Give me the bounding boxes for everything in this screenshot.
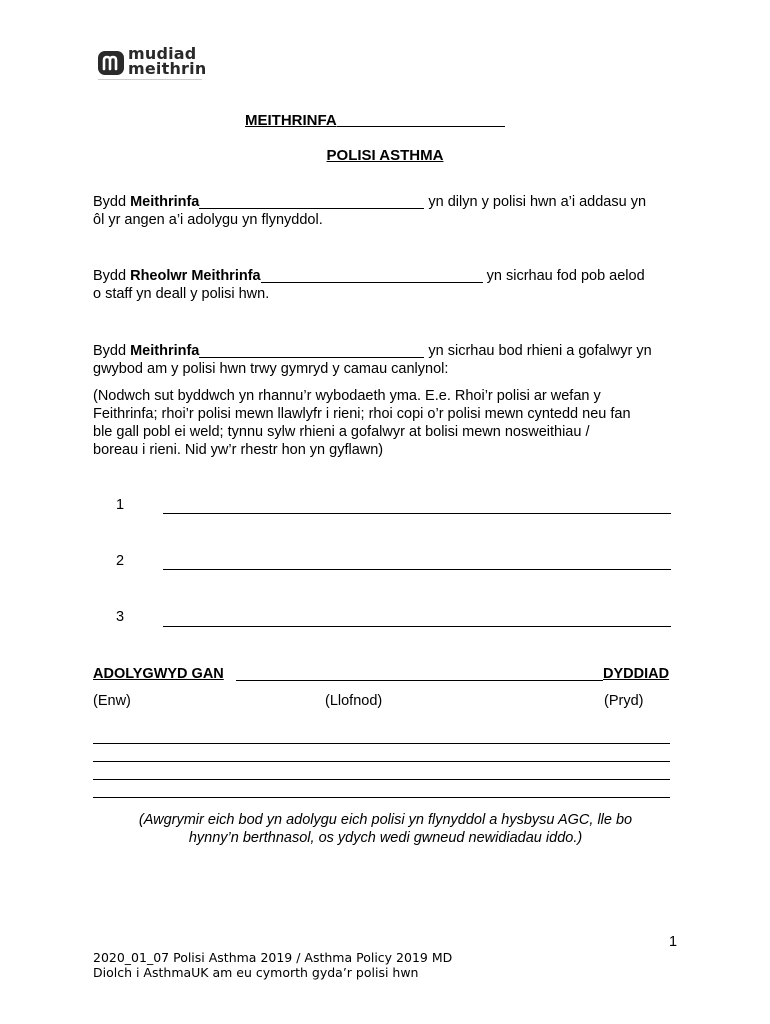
instructions-text <box>93 387 679 459</box>
mudiad-meithrin-logo <box>98 46 218 82</box>
instructions-line1: (Nodwch sut byddwch yn rhannu’r wybodaeth yma. E.e. Rhoi’r polisi ar wefan y <box>93 388 601 404</box>
step-number-1: 1 <box>116 497 125 513</box>
para1-line2: ôl yr angen a’i adolygu yn flynyddol. <box>93 212 323 228</box>
instructions-line2: Feithrinfa; rhoi’r polisi mewn llawlyfr i rieni; rhoi copi o’r polisi mewn cyntedd neu fan <box>93 406 631 422</box>
page-number: 1 <box>669 934 678 950</box>
logo-mark-icon <box>98 51 124 75</box>
meithrinfa-title-text: MEITHRINFA <box>245 112 337 129</box>
para1-prefix: Bydd <box>93 194 131 210</box>
footer-line1: 2020_01_07 Polisi Asthma 2019 / Asthma Policy 2019 MD <box>93 950 453 965</box>
instructions-line3: ble gall pobl ei weld; tynnu sylw rhieni a gofalwyr at bolisi mewn nosweithiau / <box>93 424 590 440</box>
para2-line2: o staff yn deall y polisi hwn. <box>93 286 270 302</box>
step-3-line[interactable] <box>163 626 671 627</box>
para1-after: yn dilyn y polisi hwn a’i addasu yn <box>424 194 647 210</box>
logo-underline <box>98 79 202 80</box>
reviewed-by-label: ADOLYGWYD GAN <box>93 666 224 682</box>
para1-bold: Meithrinfa <box>130 194 200 210</box>
logo-text-line2: meithrin <box>128 59 207 78</box>
step-number-2: 2 <box>116 553 125 569</box>
name-label: (Enw) <box>93 693 131 709</box>
para2-bold: Rheolwr Meithrinfa <box>130 268 261 284</box>
review-line-2[interactable] <box>93 761 670 762</box>
reviewed-by-underline <box>236 680 603 681</box>
time-label: (Pryd) <box>604 693 644 709</box>
para2-blank[interactable] <box>261 268 483 283</box>
review-line-3[interactable] <box>93 779 670 780</box>
logo-text-line1: mudiad <box>128 44 197 63</box>
paragraph-2 <box>93 267 679 303</box>
review-note <box>93 811 678 847</box>
step-2-line[interactable] <box>163 569 671 570</box>
para1-blank[interactable] <box>199 194 424 209</box>
review-note-line1: (Awgrymir eich bod yn adolygu eich polisi yn flynyddol a hysbysu AGC, lle bo <box>138 812 633 828</box>
review-line-4[interactable] <box>93 797 670 798</box>
para3-bold: Meithrinfa <box>130 343 200 359</box>
step-number-3: 3 <box>116 609 125 625</box>
meithrinfa-name-blank[interactable] <box>337 111 505 127</box>
footer <box>93 950 452 980</box>
instructions-line4: boreau i rieni. Nid yw’r rhestr hon yn gyflawn) <box>93 442 384 458</box>
para3-blank[interactable] <box>199 343 424 358</box>
policy-title: POLISI ASTHMA <box>326 147 444 164</box>
para2-after: yn sicrhau fod pob aelod <box>482 268 645 284</box>
para3-line2: gwybod am y polisi hwn trwy gymryd y camau canlynol: <box>93 361 449 377</box>
paragraph-1 <box>93 193 679 229</box>
review-line-1[interactable] <box>93 743 670 744</box>
review-note-line2: hynny’n berthnasol, os ydych wedi gwneud newidiadau iddo.) <box>188 830 583 846</box>
para3-prefix: Bydd <box>93 343 131 359</box>
signature-label: (Llofnod) <box>325 693 383 709</box>
meithrinfa-title <box>245 111 505 129</box>
para2-prefix: Bydd <box>93 268 131 284</box>
footer-line2: Diolch i AsthmaUK am eu cymorth gyda’r polisi hwn <box>93 965 419 980</box>
paragraph-3 <box>93 342 679 378</box>
step-1-line[interactable] <box>163 513 671 514</box>
date-label: DYDDIAD <box>603 666 670 682</box>
para3-after: yn sicrhau bod rhieni a gofalwyr yn <box>424 343 652 359</box>
